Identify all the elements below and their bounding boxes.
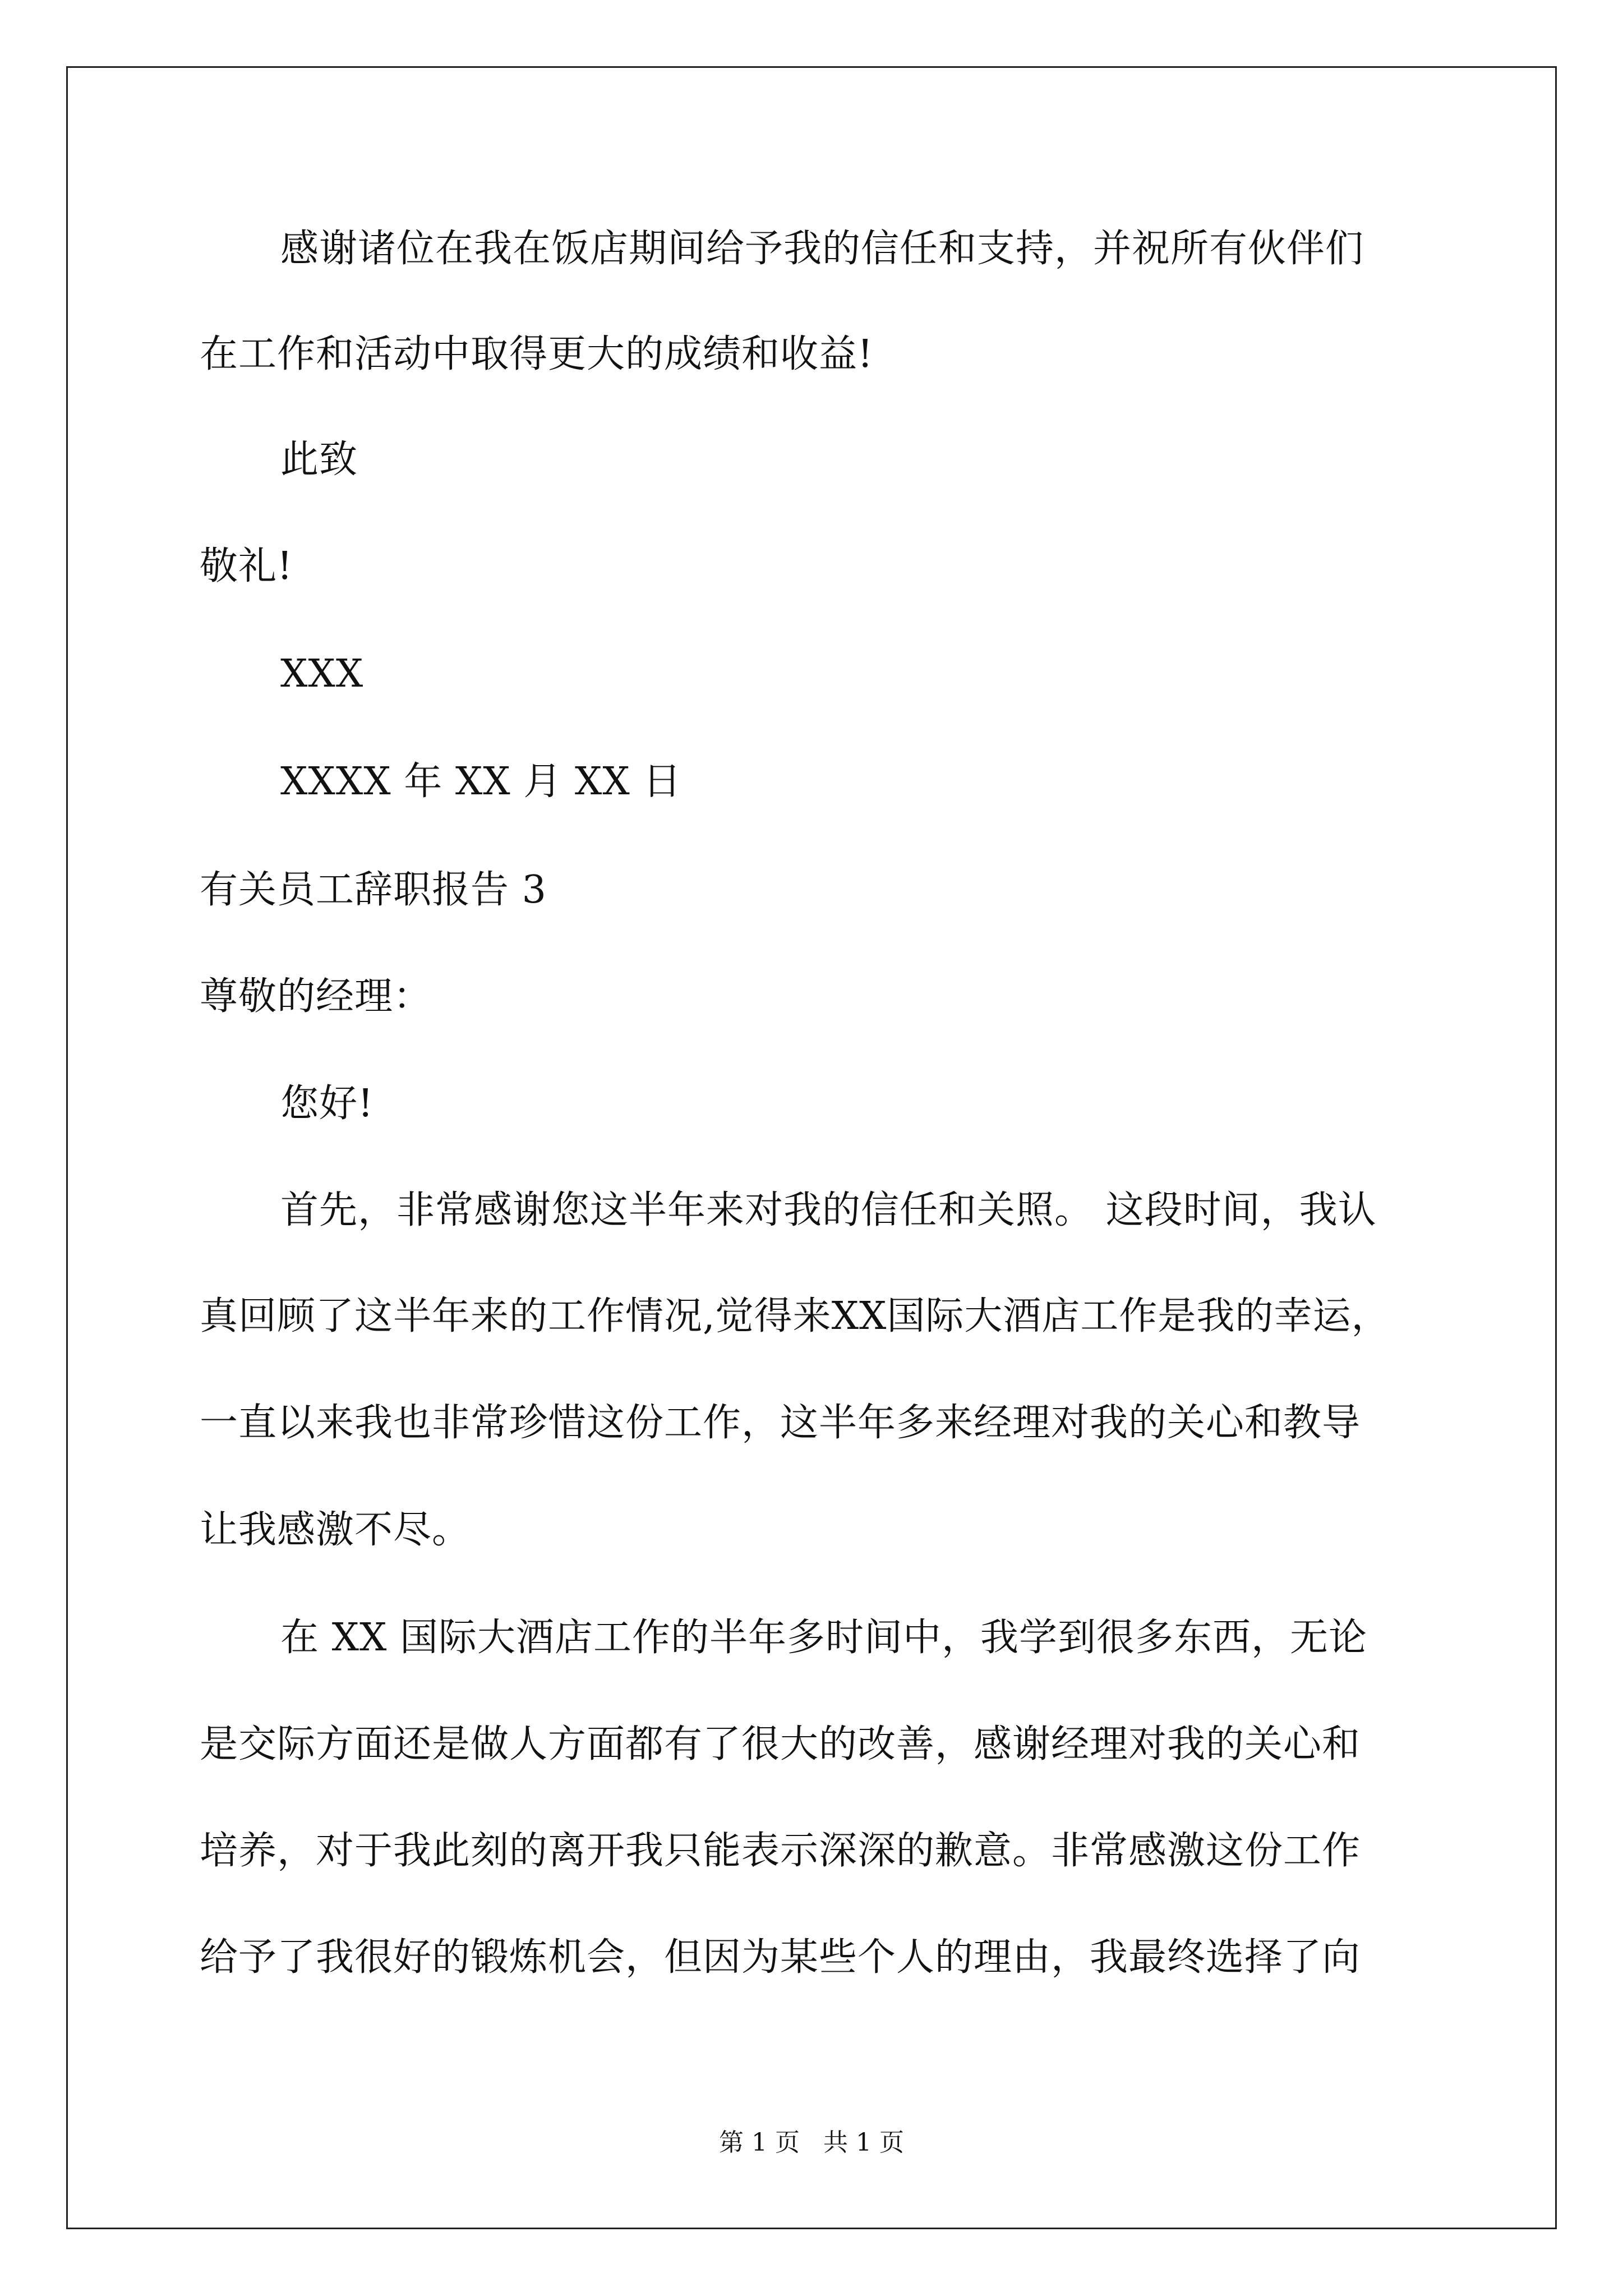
signature-date: XXXX 年 XX 月 XX 日 <box>280 760 682 804</box>
paragraph-line: 感谢诸位在我在饭店期间给予我的信任和支持，并祝所有伙伴们 <box>280 227 1364 271</box>
closing-salutation: 此致 <box>280 438 358 482</box>
paragraph-line: 培养，对于我此刻的离开我只能表示深深的歉意。非常感激这份工作 <box>200 1829 1361 1873</box>
paragraph-line: 真回顾了这半年来的工作情况,觉得来XX国际大酒店工作是我的幸运， <box>200 1294 1390 1338</box>
paragraph-line: 首先，非常感谢您这半年来对我的信任和关照。 这段时间，我认 <box>280 1188 1377 1232</box>
section-title: 有关员工辞职报告 3 <box>200 868 547 912</box>
paragraph-line: 是交际方面还是做人方面都有了很大的改善，感谢经理对我的关心和 <box>200 1722 1361 1766</box>
paragraph-line: 让我感激不尽。 <box>200 1508 471 1552</box>
signature-name: XXX <box>280 652 364 696</box>
page-number-footer: 第 1 页 共 1 页 <box>719 2128 904 2157</box>
page-frame <box>66 66 1557 2229</box>
paragraph-line: 一直以来我也非常珍惜这份工作，这半年多来经理对我的关心和教导 <box>200 1401 1361 1445</box>
letter-addressee: 尊敬的经理： <box>200 974 432 1019</box>
closing-regards: 敬礼! <box>200 544 293 588</box>
paragraph-line: 在 XX 国际大酒店工作的半年多时间中，我学到很多东西，无论 <box>280 1616 1368 1660</box>
paragraph-line: 给予了我很好的锻炼机会，但因为某些个人的理由，我最终选择了向 <box>200 1935 1361 1980</box>
greeting: 您好! <box>280 1082 374 1126</box>
paragraph-line: 在工作和活动中取得更大的成绩和收益! <box>200 332 874 376</box>
